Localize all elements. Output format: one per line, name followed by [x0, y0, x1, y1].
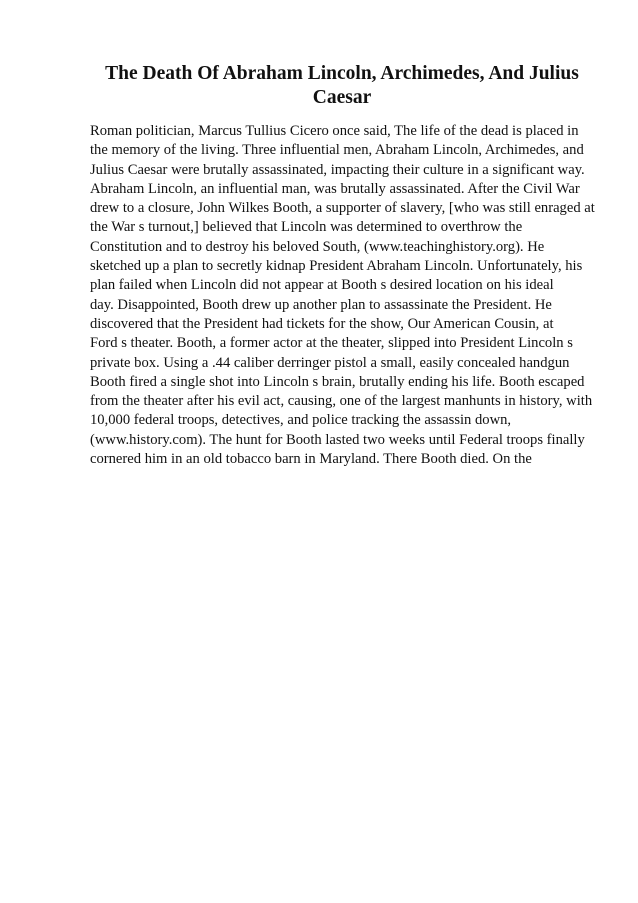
body-line: plan failed when Lincoln did not appear at Booth s desired location on his ideal — [90, 277, 554, 294]
body-line: Julius Caesar were brutally assassinated, impacting their culture in a significant way. — [90, 161, 585, 178]
body-line: drew to a closure, John Wilkes Booth, a supporter of slavery, [who was still enraged at — [90, 200, 595, 217]
document-title — [90, 62, 594, 110]
body-line: (www.history.com). The hunt for Booth lasted two weeks until Federal troops finally — [90, 431, 585, 448]
body-line: the War s turnout,] believed that Lincoln was determined to overthrow the — [90, 219, 523, 236]
title-line: The Death Of Abraham Lincoln, Archimedes, And Julius — [105, 63, 579, 84]
body-line: Booth fired a single shot into Lincoln s brain, brutally ending his life. Booth escaped — [90, 373, 585, 390]
document-body — [90, 122, 610, 469]
body-line: Roman politician, Marcus Tullius Cicero once said, The life of the dead is placed in — [90, 123, 579, 139]
body-line: private box. Using a .44 caliber derringer pistol a small, easily concealed handgun — [90, 354, 570, 371]
body-line: discovered that the President had tickets for the show, Our American Cousin, at — [90, 315, 554, 332]
body-line: the memory of the living. Three influential men, Abraham Lincoln, Archimedes, and — [90, 142, 584, 159]
body-line: Constitution and to destroy his beloved South, (www.teachinghistory.org). He — [90, 238, 545, 255]
title-line: Caesar — [312, 87, 372, 108]
body-line: Ford s theater. Booth, a former actor at the theater, slipped into President Lincoln s — [90, 335, 573, 352]
body-line: sketched up a plan to secretly kidnap President Abraham Lincoln. Unfortunately, his — [90, 258, 583, 275]
body-line: from the theater after his evil act, causing, one of the largest manhunts in history, with — [90, 393, 593, 410]
body-line: cornered him in an old tobacco barn in Maryland. There Booth died. On the — [90, 451, 532, 468]
body-line: Abraham Lincoln, an influential man, was brutally assassinated. After the Civil War — [90, 180, 580, 197]
body-line: day. Disappointed, Booth drew up another plan to assassinate the President. He — [90, 296, 552, 313]
body-line: 10,000 federal troops, detectives, and police tracking the assassin down, — [90, 412, 512, 429]
